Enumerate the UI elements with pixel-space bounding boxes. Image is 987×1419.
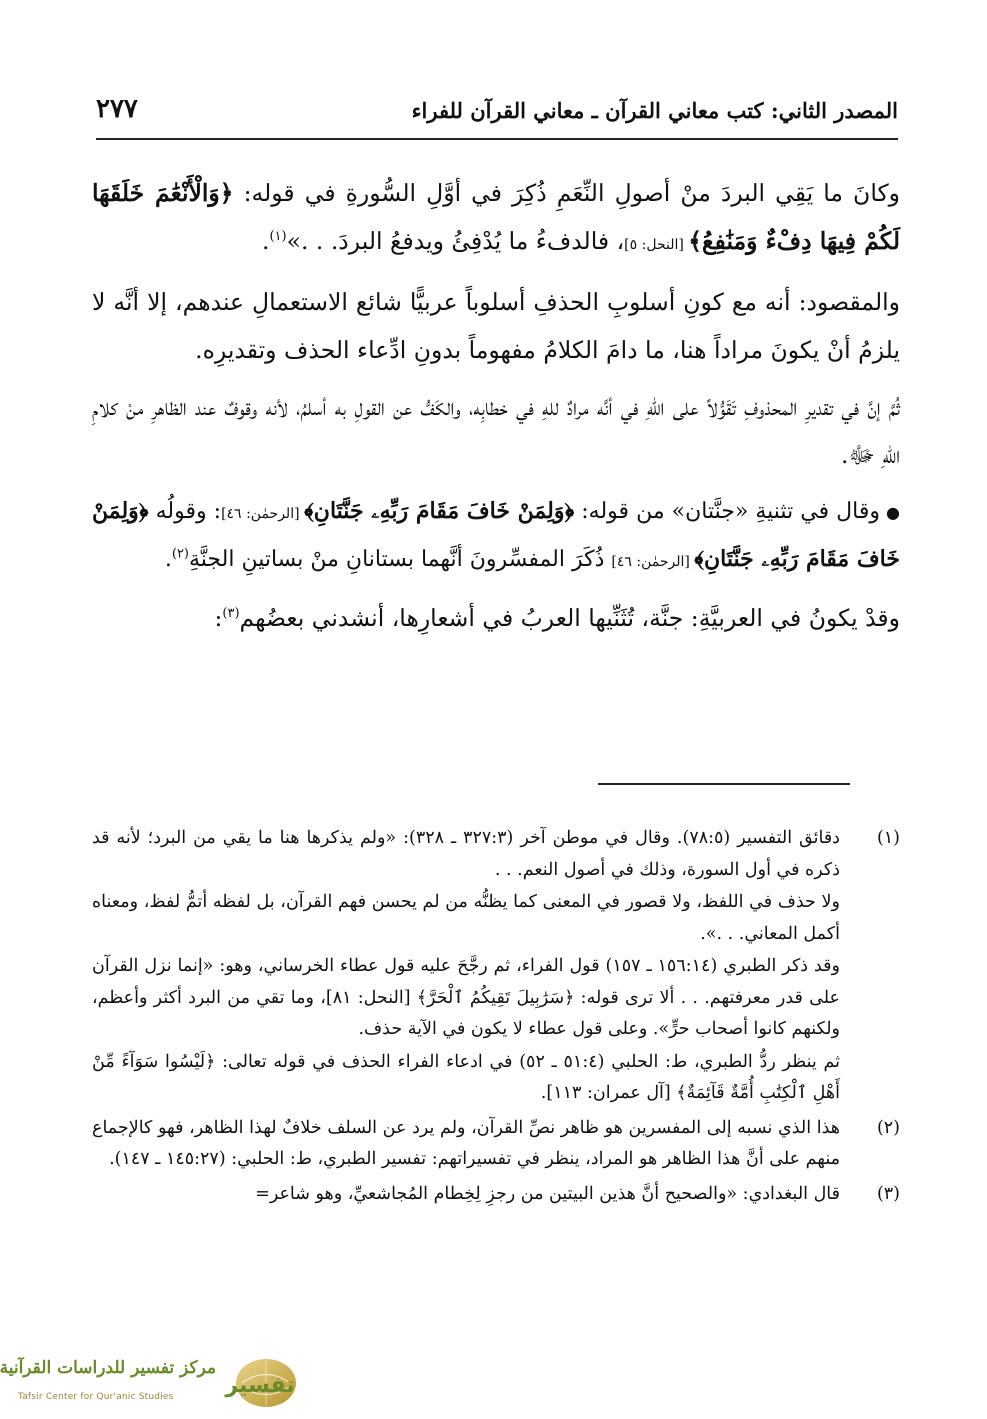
paragraph-4	[92, 489, 900, 585]
paragraph-4-text-d: .	[164, 547, 172, 572]
footnote-1	[92, 823, 900, 1110]
footnote-number: (١)	[876, 828, 900, 848]
paragraph-3-text-a: ثُمَّ إنَّ في تقديرِ المحذوفِ تَقَوُّلاً على اللهِ في أنَّه مرادٌ للهِ في خطابِه، والكَفُّ عن القولِ به أسلمُ، لأنه وقوفٌ عند الظاهرِ منْ كلامِ اللهِ	[92, 393, 900, 469]
main-text	[92, 170, 900, 653]
tafsir-emblem-icon	[212, 1356, 308, 1410]
verse-citation: [الرحمٰن: ٤٦]	[611, 554, 695, 570]
footnote-3	[92, 1179, 900, 1211]
paragraph-5	[92, 595, 900, 643]
emblem-text: تفسير	[225, 1373, 295, 1398]
footnote-number: (٣)	[876, 1183, 900, 1204]
page-number: ٢٧٧	[96, 94, 138, 124]
honorific-glyph: ﷻ	[848, 440, 875, 469]
paragraph-4-text-c: ذُكَرَ المفسِّرونَ أنَّهما بستانانِ منْ بساتينِ الجنَّةِ	[189, 547, 612, 572]
footnote-paragraph: هذا الذي نسبه إلى المفسرين هو ظاهر نصِّ القرآن، ولم يرد عن السلف خلافٌ لهذا الظاهر، فهو كالإجماع منهم على أنَّ هذا الظاهر هو المراد، ينظر في تفسيراتهم: تفسير الطبري، ط: الحلبي: (١٤٥:٢٧ ـ ١٤٧).	[92, 1117, 840, 1169]
paragraph-5-text-b: :	[214, 604, 223, 632]
footnote-number: (٢)	[876, 1117, 900, 1138]
logo-arabic-name: مركز تفسير للدراسات القرآنية	[0, 1358, 216, 1378]
paragraph-1-text-c: .	[261, 226, 270, 255]
paragraph-4-text-a: وقال في تثنيةِ «جنَّتان» من قوله:	[574, 499, 880, 524]
paragraph-1-text-a: وكانَ ما يَقِي البردَ منْ أصولِ النِّعَمِ ذُكِرَ في أوَّلِ السُّورةِ في قوله:	[233, 179, 901, 207]
quran-verse: ﴿وَلِمَنْ خَافَ مَقَامَ رَبِّهِۦ جَنَّتَانِ﴾	[304, 498, 575, 524]
footnote-ref-3[interactable]: (٣)	[222, 606, 240, 622]
verse-citation: [الرحمٰن: ٤٦]	[221, 506, 305, 522]
tafsir-center-logo	[0, 1356, 312, 1412]
footnote-2	[92, 1113, 900, 1176]
verse-citation: [النحل: ٥]	[624, 236, 689, 253]
running-title: المصدر الثاني: كتب معاني القرآن ـ معاني القرآن للفراء	[411, 98, 898, 123]
footnotes	[92, 823, 900, 1213]
page-header	[96, 92, 898, 140]
footnote-ref-1[interactable]: (١)	[269, 228, 287, 244]
footnote-ref-2[interactable]: (٢)	[171, 546, 189, 562]
bullet-icon: ●	[885, 503, 900, 522]
footnote-paragraph: قال البغدادي: «والصحيح أنَّ هذين البيتين من رجزِ لِخِطام المُجاشعيِّ، وهو شاعر=	[255, 1183, 840, 1204]
logo-english-name: Tafsir Center for Qur'anic Studies	[18, 1392, 174, 1402]
paragraph-1	[92, 170, 900, 269]
paragraph-1-text-b: ، فالدفءُ ما يُدْفِئُ ويدفعُ البردَ. . .»	[286, 226, 625, 255]
paragraph-4-text-b: : وقولُه	[148, 499, 222, 524]
paragraph-3	[92, 384, 900, 479]
quran-verse: ﴿وَلِمَنْ خَافَ مَقَامَ رَبِّهِۦ جَنَّتَانِ﴾	[92, 498, 900, 572]
paragraph-2: والمقصود: أنه مع كونِ أسلوبِ الحذفِ أسلوباً عربيًّا شائع الاستعمالِ عندهم، إلا أنَّه لا يلزمُ أنْ يكونَ مراداً هنا، ما دامَ الكلامُ مفهوماً بدونِ ادِّعاء الحذف وتقديرِه.	[92, 288, 900, 364]
paragraph-5-text-a: وقدْ يكونُ في العربيَّةِ: جنَّة، تُثَنِّيها العربُ في أشعارِها، أنشدني بعضُهم	[239, 604, 900, 632]
footnote-paragraph: ثم ينظر ردُّ الطبري، ط: الحلبي (٥١:٤ ـ ٥٢) في ادعاء الفراء الحذف في قوله تعالى: ﴿لَيْسُوا سَوَآءً مِّنْ أَهْلِ ٱلْكِتَٰبِ أُمَّةٌ قَآئِمَةٌ﴾ [آل عمران: ١١٣].	[92, 1051, 840, 1103]
footnote-paragraph: ولا حذف في اللفظ، ولا قصور في المعنى كما يظنُّه من لم يحسن فهم القرآن، بل لفظه أتمُّ لفظ، ومعناه أكمل المعاني. . .».	[92, 892, 840, 944]
paragraph-3-text-b: .	[840, 440, 849, 469]
footnote-paragraph: دقائق التفسير (٧٨:٥). وقال في موطن آخر (٣٢٧:٣ ـ ٣٢٨): «ولم يذكرها هنا ما يقي من البرد؛ لأنه قد ذكره في أول السورة، وذلك في أصول النعم. . .	[92, 828, 840, 880]
quran-verse: ﴿وَالْأَنْعَٰمَ خَلَقَهَا لَكُمْ فِيهَا دِفْءٌ وَمَنَٰفِعُ﴾	[92, 179, 900, 255]
footnote-divider	[598, 783, 850, 785]
footnote-paragraph: وقد ذكر الطبري (١٥٦:١٤ ـ ١٥٧) قول الفراء، ثم رجَّحَ عليه قول عطاء الخرساني، وهو: «إنما نزل القرآن على قدر معرفتهم. . . ألا ترى قوله: ﴿سَرَٰبِيلَ تَقِيكُمُ ٱلْحَرَّ﴾ [النحل: ٨١]، وما تقي من البرد أكثر وأعظم، ولكنهم كانوا أصحاب حرٍّ». وعلى قول عطاء لا يكون في الآية حذف.	[92, 956, 840, 1039]
